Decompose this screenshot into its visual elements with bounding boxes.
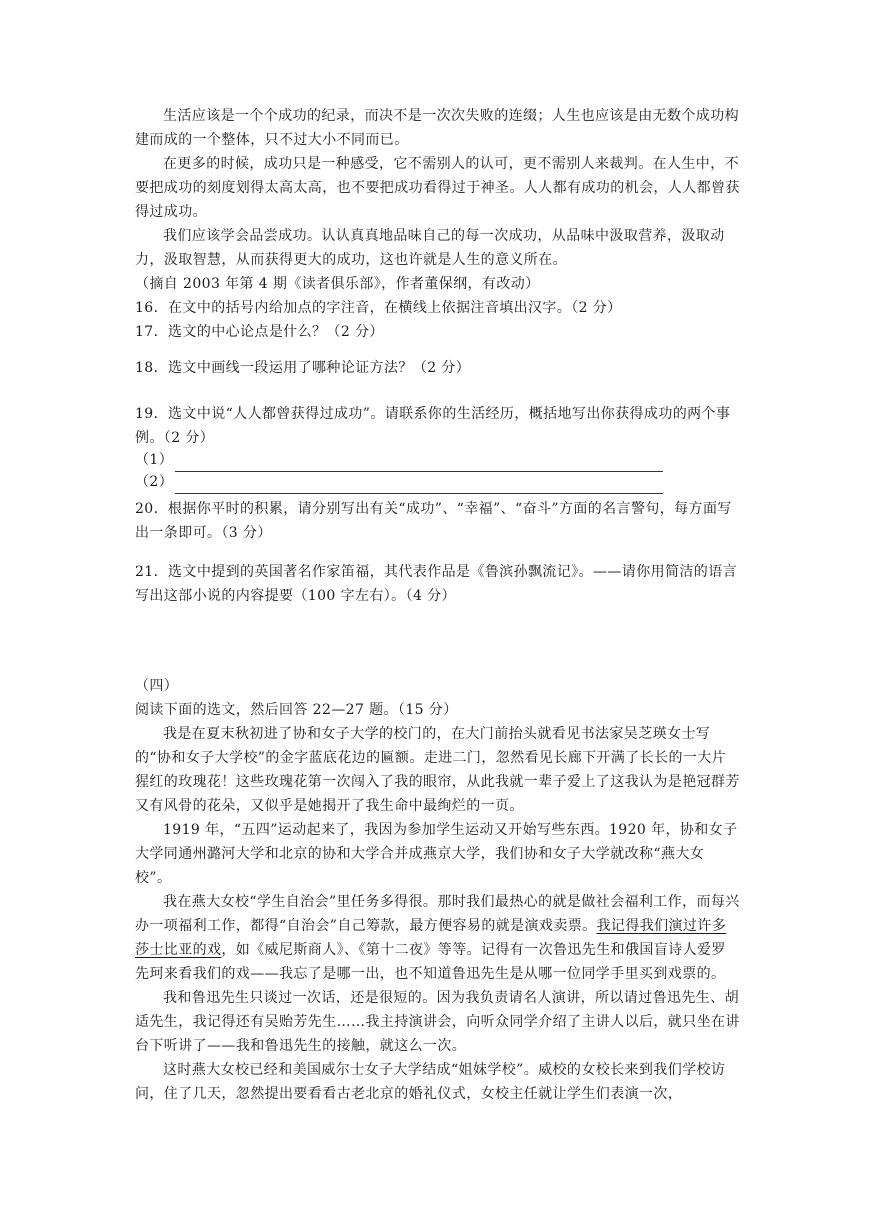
question-17: 17．选文的中心论点是什么？（2 分） [135, 324, 384, 340]
essay-paragraph-3: 我们应该学会品尝成功。认认真真地品味自己的每一次成功，从品味中汲取营养，汲取动力，汲取智慧，从而获得更大的成功，这也许就是人生的意义所在。 [135, 228, 725, 268]
question-16: 16．在文中的括号内给加点的字注音，在横线上依据注音填出汉字。（2 分） [135, 300, 622, 316]
question-21-block [135, 560, 740, 608]
answer-line-1-rule[interactable] [175, 457, 663, 472]
answer-line-1-label: （1） [135, 452, 174, 468]
answer-line-1[interactable] [135, 450, 740, 472]
question-21: 21．选文中提到的英国著名作家笛福，其代表作品是《鲁滨孙飘流记》。——请你用简洁的语言写出这部小说的内容提要（100 字左右）。（4 分） [135, 564, 738, 604]
essay-paragraph-2: 在更多的时候，成功只是一种感受，它不需别人的认可，更不需别人来裁判。在人生中，不要把成功的刻度划得太高太高，也不要把成功看得过于神圣。人人都有成功的机会，人人都曾获得过成功。 [135, 156, 740, 220]
underlined-sentence: 我记得我们演过许多莎士比亚的戏 [135, 918, 727, 958]
reading-paragraph-3-start: 我在燕大女校“学生自治会”里任务多得很。那时我们最热心的就是做社会福利工作，而每兴办一项福利工作，都得“自治会”自己筹款，最方便容易的就是演戏卖票。 [135, 894, 740, 934]
question-20: 20．根据你平时的积累，请分别写出有关“成功”、“幸福”、“奋斗”方面的名言警句，每方面写出一条即可。（3 分） [135, 501, 732, 541]
answer-line-2-label: （2） [135, 474, 174, 490]
reading-paragraph-4: 我和鲁迅先生只谈过一次话，还是很短的。因为我负责请名人演讲，所以请过鲁迅先生、胡适先生，我记得还有吴贻芳先生……我主持演讲会，向听众同学介绍了主讲人以后，就只坐在讲台下听讲了——我和鲁迅先生的接触，就这么一次。 [135, 990, 740, 1054]
reading-paragraph-5: 这时燕大女校已经和美国威尔士女子大学结成“姐妹学校”。威校的女校长来到我们学校访问，住了几天，忽然提出要看看古老北京的婚礼仪式，女校主任就让学生们表演一次， [135, 1062, 726, 1102]
question-18: 18．选文中画线一段运用了哪种论证方法？（2 分） [135, 360, 471, 376]
question-18-block [135, 356, 740, 380]
part4-instruction: 阅读下面的选文，然后回答 22—27 题。（15 分） [135, 702, 458, 718]
reading-paragraph-2: 1919 年，“五四”运动起来了，我因为参加学生运动又开始写些东西。1920 年，协和女子大学同通州潞河大学和北京的协和大学合并成燕京大学，我们协和女子大学就改称“燕大女校”。 [135, 822, 738, 886]
source-note: （摘自 2003 年第 4 期《读者俱乐部》，作者董保纲，有改动） [135, 276, 540, 292]
part4-heading: （四） [135, 678, 179, 694]
question-19: 19．选文中说“人人都曾获得过成功”。请联系你的生活经历，概括地写出你获得成功的两个事例。（2 分） [135, 406, 731, 446]
reading-paragraph-3 [135, 890, 740, 986]
reading-paragraph-3-end: ，如《威尼斯商人》、《第十二夜》等等。记得有一次鲁迅先生和俄国盲诗人爱罗先珂来看我们的戏——我忘了是哪一出，也不知道鲁迅先生是从哪一位同学手里买到戏票的。 [135, 942, 726, 982]
essay-section [135, 104, 740, 344]
essay-paragraph-1: 生活应该是一个个成功的纪录，而决不是一次次失败的连缀；人生也应该是由无数个成功构建而成的一个整体，只不过大小不同而已。 [135, 108, 739, 148]
reading-paragraph-1: 我是在夏末秋初进了协和女子大学的校门的，在大门前抬头就看见书法家吴芝瑛女士写的“协和女子大学校”的金字蓝底花边的匾额。走进二门，忽然看见长廊下开满了长长的一大片猩红的玫瑰花！这些玫瑰花第一次闯入了我的眼帘，从此我就一辈子爱上了这我认为是艳冠群芳又有风骨的花朵，又似乎是她揭开了我生命中最绚烂的一页。 [135, 726, 740, 814]
part4-section [135, 674, 740, 1106]
answer-line-2-rule[interactable] [175, 479, 663, 494]
answer-line-2[interactable] [135, 472, 740, 494]
question-19-block [135, 402, 740, 545]
